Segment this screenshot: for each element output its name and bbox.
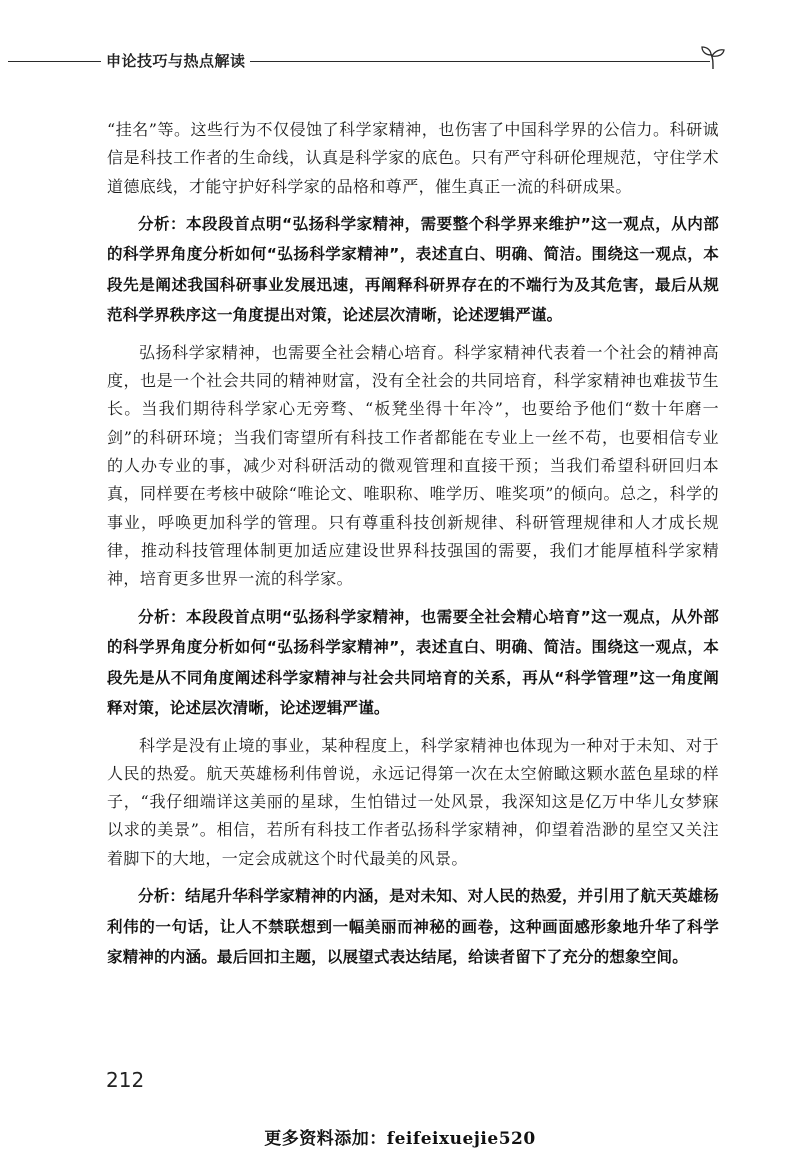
running-header-title: 申论技巧与热点解读: [106, 52, 246, 70]
body-paragraph: 弘扬科学家精神，也需要全社会精心培育。科学家精神代表着一个社会的精神高度，也是一个社会共同的精神财富，没有全社会的共同培育，科学家精神也难拔节生长。当我们期待科学家心无旁骛、“板凳坐得十年冷”，也要给予他们“数十年磨一剑”的科研环境；当我们寄望所有科技工作者都能在专业上一丝不苟，也要相信专业的人办专业的事，减少对科研活动的微观管理和直接干预；当我们希望科研回归本真，同样要在考核中破除“唯论文、唯职称、唯学历、唯奖项”的倾向。总之，科学的事业，呼唤更加科学的管理。只有尊重科技创新规律、科研管理规律和人才成长规律，推动科技管理体制更加适应建设世界科技强国的需要，我们才能厚植科学家精神，培育更多世界一流的科学家。: [107, 342, 719, 589]
analysis-paragraph: 分析：本段段首点明“弘扬科学家精神，也需要全社会精心培育”这一观点，从外部的科学界角度分析如何“弘扬科学家精神”，表述直白、明确、简洁。围绕这一观点，本段先是从不同角度阐述科学家精神与社会共同培育的关系，再从“科学管理”这一角度阐释对策，论述层次清晰，论述逻辑严谨。: [107, 607, 719, 718]
sprout-icon: [700, 44, 726, 70]
footer-note: 更多资料添加：feifeixuejie520: [264, 1129, 536, 1149]
header-rule-right: [250, 61, 710, 62]
body-paragraph: “挂名”等。这些行为不仅侵蚀了科学家精神，也伤害了中国科学界的公信力。科研诚信是科技工作者的生命线，认真是科学家的底色。只有严守科研伦理规范，守住学术道德底线，才能守护好科学家的品格和尊严，催生真正一流的科研成果。: [107, 120, 719, 196]
body-paragraph: 科学是没有止境的事业，某种程度上，科学家精神也体现为一种对于未知、对于人民的热爱。航天英雄杨利伟曾说，永远记得第一次在太空俯瞰这颗水蓝色星球的样子，“我仔细端详这美丽的星球，生怕错过一处风景，我深知这是亿万中华儿女梦寐以求的美景”。相信，若所有科技工作者弘扬科学家精神，仰望着浩渺的星空又关注着脚下的大地，一定会成就这个时代最美的风景。: [107, 735, 719, 868]
running-header: [0, 44, 800, 80]
analysis-paragraph: 分析：结尾升华科学家精神的内涵，是对未知、对人民的热爱，并引用了航天英雄杨利伟的一句话，让人不禁联想到一幅美丽而神秘的画卷，这种画面感形象地升华了科学家精神的内涵。最后回扣主题，以展望式表达结尾，给读者留下了充分的想象空间。: [107, 887, 719, 967]
analysis-paragraph: 分析：本段段首点明“弘扬科学家精神，需要整个科学界来维护”这一观点，从内部的科学界角度分析如何“弘扬科学家精神”，表述直白、明确、简洁。围绕这一观点，本段先是阐述我国科研事业发展迅速，再阐释科研界存在的不端行为及其危害，最后从规范科学界秩序这一角度提出对策，论述层次清晰，论述逻辑严谨。: [107, 214, 719, 325]
page-body: [107, 116, 719, 981]
page-number: 212: [106, 1068, 145, 1092]
header-rule-left: [8, 61, 101, 62]
